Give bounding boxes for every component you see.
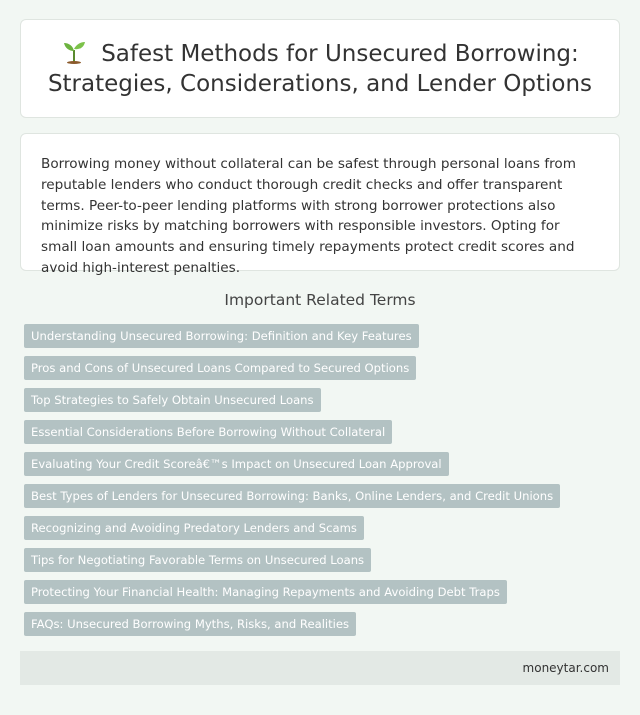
term-tag[interactable]: Best Types of Lenders for Unsecured Borrowing: Banks, Online Lenders, and Credit Unions xyxy=(24,484,560,508)
intro-card xyxy=(20,133,620,276)
footer xyxy=(20,651,620,685)
intro-text: Borrowing money without collateral can be safest through personal loans from reputable lenders who conduct thorough credit checks and offer transparent terms. Peer-to-peer lending platforms with strong borrower protections also minimize risks by matching borrowers with responsible investors. Opting for small loan amounts and ensuring timely repayments protect credit scores and avoid high-interest penalties. xyxy=(41,156,576,276)
footer-site-link[interactable]: moneytar.com xyxy=(522,661,609,675)
term-tag[interactable]: Top Strategies to Safely Obtain Unsecured Loans xyxy=(24,388,321,412)
term-tag[interactable]: FAQs: Unsecured Borrowing Myths, Risks, and Realities xyxy=(24,612,356,636)
page-title xyxy=(21,39,619,99)
term-tag[interactable]: Evaluating Your Credit Scoreâ€™s Impact on Unsecured Loan Approval xyxy=(24,452,449,476)
sprout-icon xyxy=(61,40,87,64)
related-terms-heading: Important Related Terms xyxy=(224,291,416,309)
term-tag[interactable]: Essential Considerations Before Borrowing Without Collateral xyxy=(24,420,392,444)
page-title-text: Safest Methods for Unsecured Borrowing: Strategies, Considerations, and Lender Options xyxy=(47,40,593,97)
term-tag[interactable]: Understanding Unsecured Borrowing: Definition and Key Features xyxy=(24,324,419,348)
term-tag[interactable]: Tips for Negotiating Favorable Terms on Unsecured Loans xyxy=(24,548,371,572)
term-tag[interactable]: Protecting Your Financial Health: Managing Repayments and Avoiding Debt Traps xyxy=(24,580,507,604)
related-terms-list xyxy=(24,324,620,644)
term-tag[interactable]: Recognizing and Avoiding Predatory Lenders and Scams xyxy=(24,516,364,540)
title-card xyxy=(20,19,620,118)
term-tag[interactable]: Pros and Cons of Unsecured Loans Compared to Secured Options xyxy=(24,356,416,380)
